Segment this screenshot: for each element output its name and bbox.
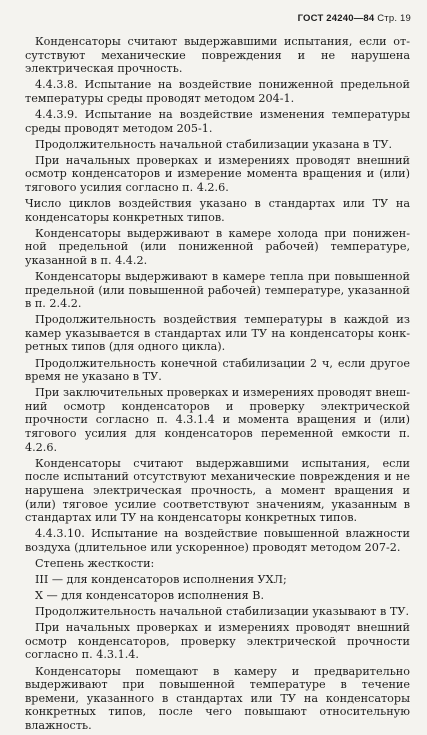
paragraph: 4.4.3.8. Испытание на воздействие пониженной предельной температуры среды проводят методом 204-1. xyxy=(25,78,410,105)
list-item: III — для конденсаторов исполнения УХЛ; xyxy=(35,572,287,586)
paragraph: Продолжительность начальной стабилизации указана в ТУ. xyxy=(35,137,393,151)
paragraph: Конденсаторы помещают в камеру и предварительно выдерживают при повышенной температуре в течение времени, указанного в стандартах или ТУ на конденсаторы конкретных типов, после чего повышают относительную влажность. xyxy=(25,664,410,732)
paragraph: При заключительных проверках и измерениях проводят внешний осмотр конденсаторов и проверку электрической прочности согласно п. 4.3.1.4 и момента вращения и (или) тягового усилия для конденсаторов переменной емкости п. 4.2.6. xyxy=(25,386,410,454)
page-number: Стр. 19 xyxy=(377,13,411,24)
body-text xyxy=(25,35,410,735)
paragraph: При начальных проверках и измерениях проводят внешний осмотр конденсаторов и измерение момента вращения и (или) тягового усилия согласно п. 4.2.6. xyxy=(25,153,410,194)
paragraph: Продолжительность конечной стабилизации 2 ч, если другое время не указано в ТУ. xyxy=(25,356,410,384)
paragraph: Степень жесткости: xyxy=(35,556,155,570)
paragraph: Число циклов воздействия указано в стандартах или ТУ на конденсаторы конкретных типов. xyxy=(25,197,410,224)
paragraph: При начальных проверках и измерениях проводят внешний осмотр конденсаторов, проверку электрической прочности согласно п. 4.3.1.4. xyxy=(25,621,410,662)
list-item: X — для конденсаторов исполнения В. xyxy=(35,589,265,603)
paragraph: 4.4.3.10. Испытание на воздействие повышенной влажности воздуха (длительное или ускоренное) проводят методом 207-2. xyxy=(25,527,410,554)
standard-number: ГОСТ 24240—84 xyxy=(297,13,375,24)
paragraph: 4.4.3.9. Испытание на воздействие изменения температуры среды проводят методом 205-1. xyxy=(25,107,410,135)
paragraph: Конденсаторы выдерживают в камере холода при пониженной предельной (или пониженной рабочей) температуре, указанной в п. 4.4.2. xyxy=(25,226,410,267)
paragraph: Конденсаторы считают выдержавшими испытания, если отсутствуют механические повреждения и не нарушена электрическая прочность. xyxy=(25,35,410,76)
paragraph: Конденсаторы считают выдержавшими испытания, если после испытаний отсутствуют механические повреждения и не нарушена электрическая прочность, а момент вращения и (или) тяговое усилие соответствуют значениям, указанным в стандартах или ТУ на конденсаторы конкретных типов. xyxy=(25,456,410,525)
page-header xyxy=(298,13,411,24)
paragraph: Продолжительность воздействия температуры в каждой из камер указывается в стандартах или ТУ на конденсаторы конкретных типов (для одного цикла). xyxy=(25,313,410,354)
paragraph: Продолжительность начальной стабилизации указывают в ТУ. xyxy=(35,605,410,619)
paragraph: Конденсаторы выдерживают в камере тепла при повышенной предельной (или повышенной рабочей) температуре, указанной в п. 2.4.2. xyxy=(25,270,410,311)
